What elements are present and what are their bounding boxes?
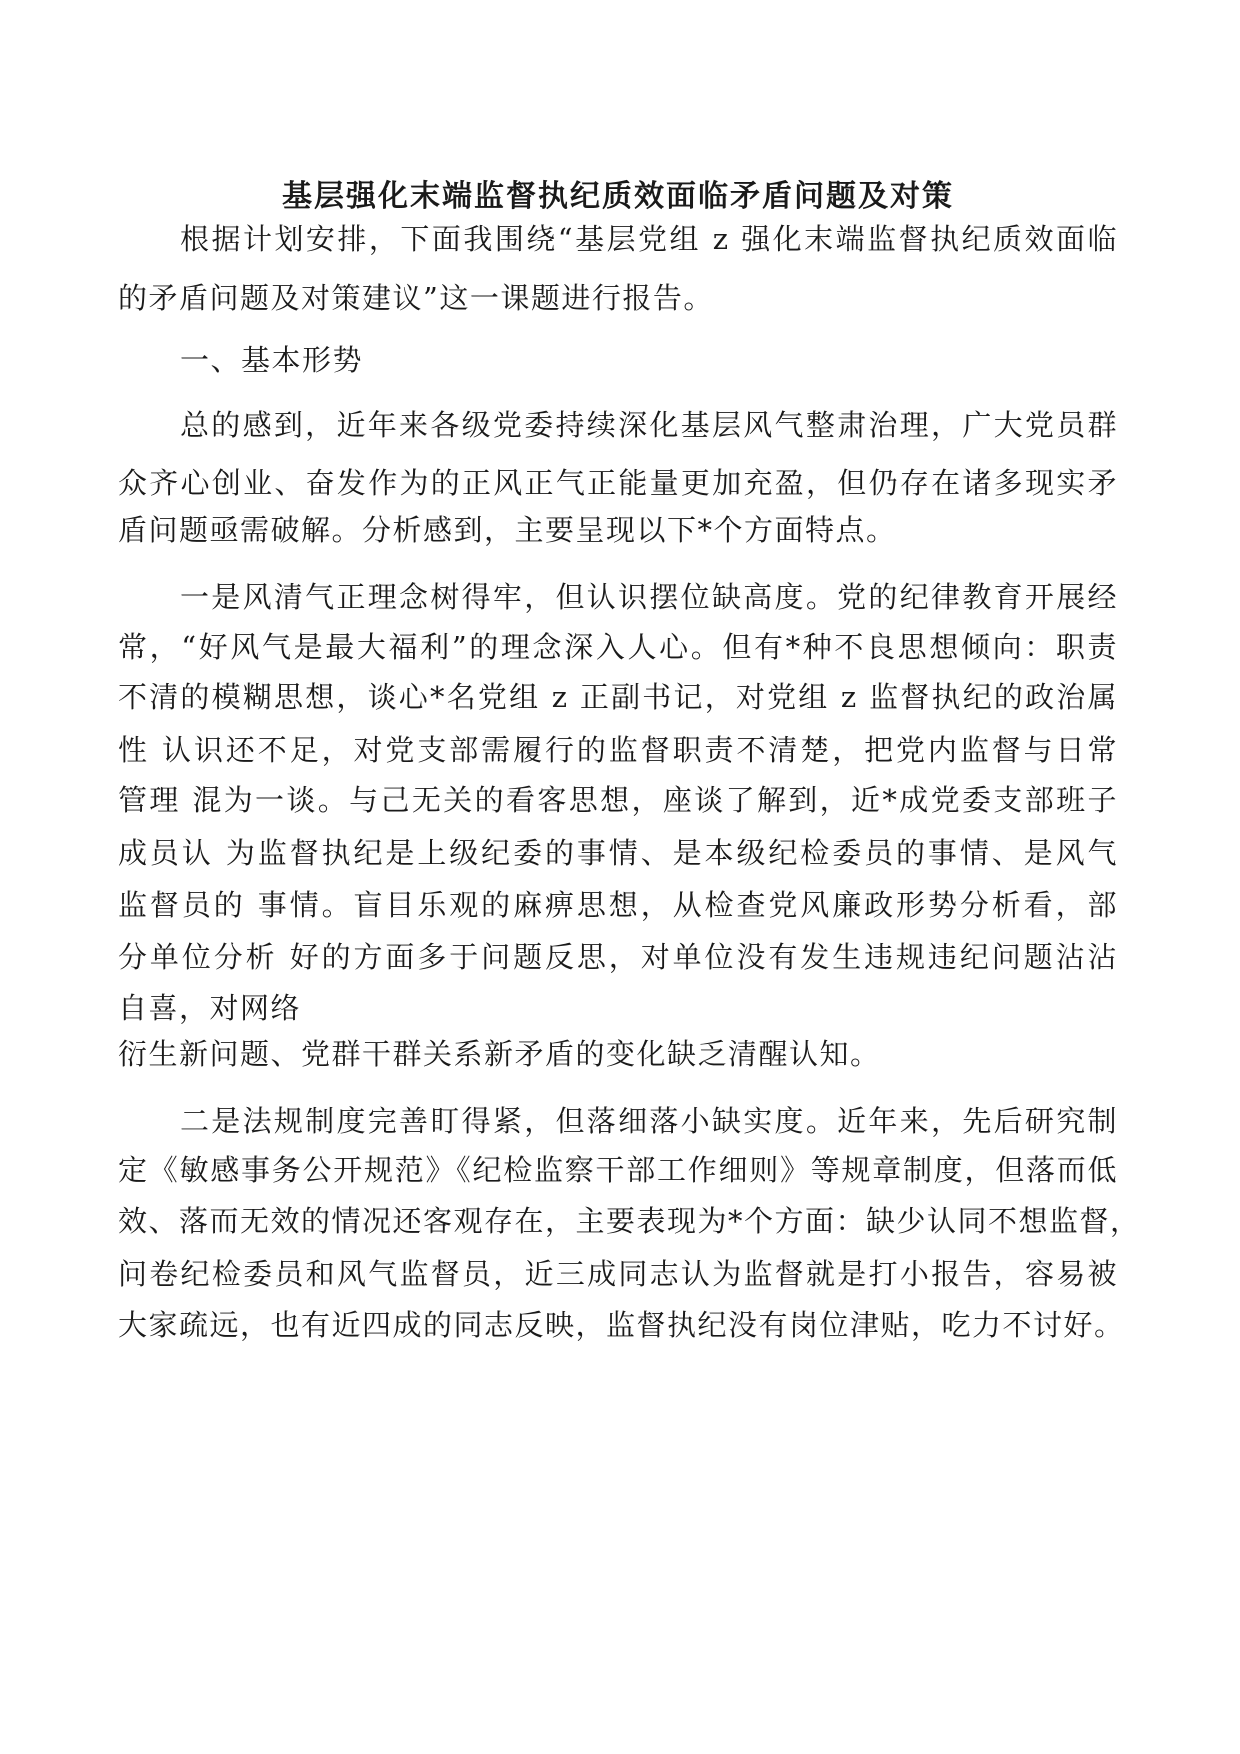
document-title: 基层强化末端监督执纪质效面临矛盾问题及对策 (282, 179, 954, 214)
paragraph-line: 二是法规制度完善盯得紧，但落细落小缺实度。近年来，先后研究制 (180, 1104, 1118, 1138)
paragraph-line: 不清的模糊思想，谈心*名党组 z 正副书记，对党组 z 监督执纪的政治属 (118, 680, 1118, 714)
paragraph-line: 大家疏远，也有近四成的同志反映，监督执纪没有岗位津贴，吃力不讨好。 (118, 1308, 1125, 1342)
paragraph-line: 总的感到，近年来各级党委持续深化基层风气整肃治理，广大党员群 (180, 408, 1118, 442)
paragraph-line: 盾问题亟需破解。分析感到，主要呈现以下*个方面特点。 (118, 513, 897, 547)
paragraph-line: 效、落而无效的情况还客观存在，主要表现为*个方面：缺少认同不想监督， (118, 1204, 1141, 1238)
paragraph-line: 一是风清气正理念树得牢，但认识摆位缺高度。党的纪律教育开展经 (180, 580, 1118, 614)
paragraph-line: 的矛盾问题及对策建议”这一课题进行报告。 (118, 281, 714, 315)
section-heading: 一、基本形势 (180, 343, 364, 377)
paragraph-line: 常，“好风气是最大福利”的理念深入人心。但有*种不良思想倾向：职责 (118, 630, 1118, 664)
paragraph-line: 监督员的 事情。盲目乐观的麻痹思想，从检查党风廉政形势分析看，部 (118, 888, 1118, 922)
paragraph-line: 管理 混为一谈。与己无关的看客思想，座谈了解到，近*成党委支部班子 (118, 783, 1118, 817)
paragraph-line: 根据计划安排，下面我围绕“基层党组 z 强化末端监督执纪质效面临 (180, 222, 1118, 256)
paragraph-line: 衍生新问题、党群干群关系新矛盾的变化缺乏清醒认知。 (118, 1037, 881, 1071)
paragraph-line: 成员认 为监督执纪是上级纪委的事情、是本级纪检委员的事情、是风气 (118, 836, 1118, 870)
paragraph-line: 自喜，对网络 (118, 991, 302, 1025)
paragraph-line: 分单位分析 好的方面多于问题反思，对单位没有发生违规违纪问题沾沾 (118, 940, 1118, 974)
paragraph-line: 问卷纪检委员和风气监督员，近三成同志认为监督就是打小报告，容易被 (118, 1257, 1118, 1291)
paragraph-line: 众齐心创业、奋发作为的正风正气正能量更加充盈，但仍存在诸多现实矛 (118, 466, 1118, 500)
paragraph-line: 性 认识还不足，对党支部需履行的监督职责不清楚，把党内监督与日常 (118, 733, 1118, 767)
paragraph-line: 定《敏感事务公开规范》《纪检监察干部工作细则》等规章制度，但落而低 (118, 1153, 1118, 1187)
